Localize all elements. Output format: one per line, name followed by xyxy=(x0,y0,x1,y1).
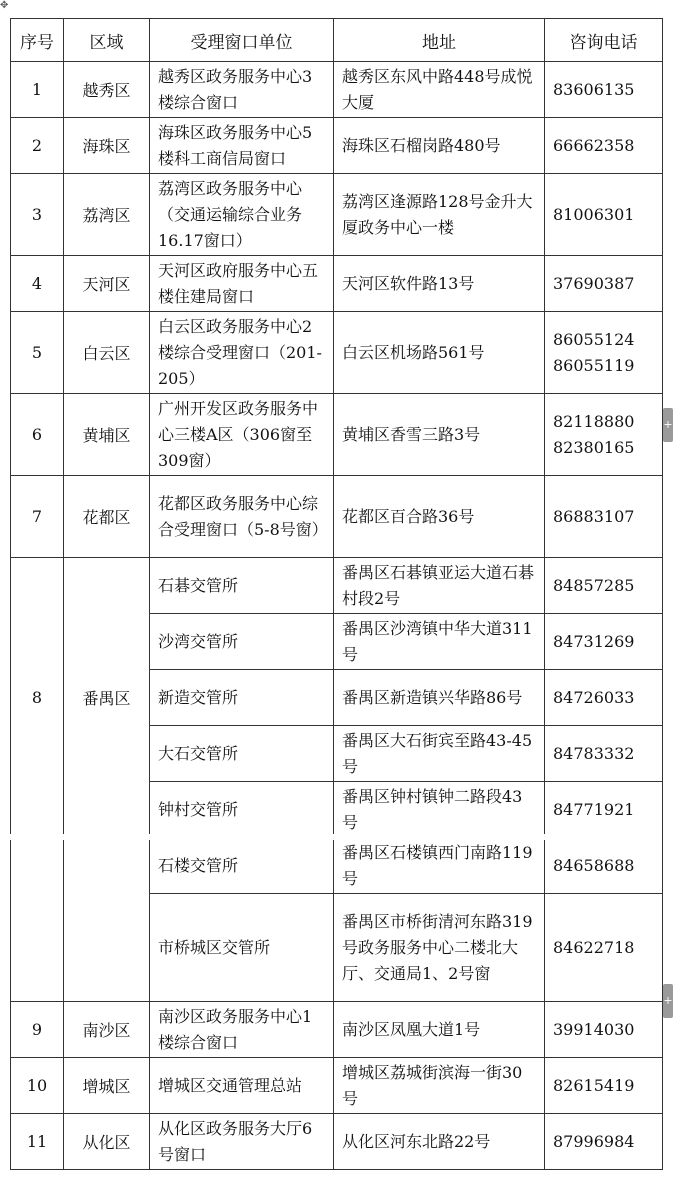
move-icon[interactable]: ✥ xyxy=(0,0,9,11)
row-address: 天河区软件路13号 xyxy=(334,256,545,312)
table-row xyxy=(11,62,663,118)
row-district: 南沙区 xyxy=(64,1002,150,1058)
table-row xyxy=(11,174,663,256)
row-unit: 市桥城区交管所 xyxy=(150,894,334,1002)
row-address: 番禺区大石街宾至路43-45号 xyxy=(334,726,545,782)
row-district: 荔湾区 xyxy=(64,174,150,256)
row-address: 越秀区东风中路448号成悦大厦 xyxy=(334,62,545,118)
row-district: 越秀区 xyxy=(64,62,150,118)
row-phone: 39914030 xyxy=(545,1002,663,1058)
table-header-row xyxy=(11,19,663,62)
row-no: 11 xyxy=(11,1114,64,1170)
row-no: 10 xyxy=(11,1058,64,1114)
row-no: 7 xyxy=(11,476,64,558)
table-row xyxy=(11,256,663,312)
row-address: 增城区荔城街滨海一街30号 xyxy=(334,1058,545,1114)
row-address: 番禺区石碁镇亚运大道石碁村段2号 xyxy=(334,558,545,614)
row-district: 花都区 xyxy=(64,476,150,558)
table-row xyxy=(11,476,663,558)
row-address: 番禺区新造镇兴华路86号 xyxy=(334,670,545,726)
row-phone: 84857285 xyxy=(545,558,663,614)
header-address: 地址 xyxy=(334,19,545,62)
phone-number: 86883107 xyxy=(553,506,635,526)
phone-number: 86055119 xyxy=(553,355,635,375)
row-phone: 87996984 xyxy=(545,1114,663,1170)
row-district: 白云区 xyxy=(64,312,150,394)
row-phone: 84726033 xyxy=(545,670,663,726)
row-no: 2 xyxy=(11,118,64,174)
row-unit: 从化区政务服务大厅6号窗口 xyxy=(150,1114,334,1170)
phone-number: 83606135 xyxy=(553,79,635,99)
phone-number: 86055124 xyxy=(553,329,635,349)
row-no: 3 xyxy=(11,174,64,256)
row-phone: 82615419 xyxy=(545,1058,663,1114)
row-unit: 广州开发区政务服务中心三楼A区（306窗至309窗） xyxy=(150,394,334,476)
row-unit: 白云区政务服务中心2楼综合受理窗口（201-205） xyxy=(150,312,334,394)
row-address: 花都区百合路36号 xyxy=(334,476,545,558)
row-unit: 石楼交管所 xyxy=(150,838,334,894)
row-address: 南沙区凤凰大道1号 xyxy=(334,1002,545,1058)
row-phone: 84771921 xyxy=(545,782,663,838)
row-no: 4 xyxy=(11,256,64,312)
row-unit: 南沙区政务服务中心1楼综合窗口 xyxy=(150,1002,334,1058)
row-district: 从化区 xyxy=(64,1114,150,1170)
phone-number: 81006301 xyxy=(553,204,635,224)
row-unit: 花都区政务服务中心综合受理窗口（5-8号窗） xyxy=(150,476,334,558)
row-district-empty xyxy=(64,838,150,1002)
row-district: 增城区 xyxy=(64,1058,150,1114)
row-phone xyxy=(545,62,663,118)
row-no: 1 xyxy=(11,62,64,118)
row-unit: 荔湾区政务服务中心（交通运输综合业务16.17窗口） xyxy=(150,174,334,256)
row-unit: 石碁交管所 xyxy=(150,558,334,614)
row-district: 番禺区 xyxy=(64,558,150,838)
row-phone xyxy=(545,394,663,476)
service-window-table xyxy=(10,18,663,1170)
row-no: 8 xyxy=(11,558,64,838)
header-district: 区域 xyxy=(64,19,150,62)
header-phone: 咨询电话 xyxy=(545,19,663,62)
table-row xyxy=(11,118,663,174)
table-row xyxy=(11,1058,663,1114)
add-row-icon[interactable]: + xyxy=(663,408,673,442)
page-break-gap xyxy=(10,834,662,840)
row-address: 黄埔区香雪三路3号 xyxy=(334,394,545,476)
row-phone: 84731269 xyxy=(545,614,663,670)
row-unit: 越秀区政务服务中心3楼综合窗口 xyxy=(150,62,334,118)
row-unit: 增城区交通管理总站 xyxy=(150,1058,334,1114)
row-phone: 84658688 xyxy=(545,838,663,894)
row-phone xyxy=(545,118,663,174)
table-row xyxy=(11,1114,663,1170)
header-unit: 受理窗口单位 xyxy=(150,19,334,62)
row-address: 从化区河东北路22号 xyxy=(334,1114,545,1170)
header-no: 序号 xyxy=(11,19,64,62)
row-no: 5 xyxy=(11,312,64,394)
phone-number: 82380165 xyxy=(553,437,635,457)
row-unit: 大石交管所 xyxy=(150,726,334,782)
row-phone xyxy=(545,174,663,256)
table-row xyxy=(11,394,663,476)
row-unit: 新造交管所 xyxy=(150,670,334,726)
row-district: 黄埔区 xyxy=(64,394,150,476)
table-row xyxy=(11,838,663,894)
row-no-empty xyxy=(11,838,64,1002)
row-unit: 钟村交管所 xyxy=(150,782,334,838)
table-row xyxy=(11,1002,663,1058)
row-address: 番禺区钟村镇钟二路段43号 xyxy=(334,782,545,838)
row-address: 番禺区石楼镇西门南路119号 xyxy=(334,838,545,894)
table-row xyxy=(11,558,663,614)
row-district: 天河区 xyxy=(64,256,150,312)
row-no: 6 xyxy=(11,394,64,476)
row-district: 海珠区 xyxy=(64,118,150,174)
row-phone: 84783332 xyxy=(545,726,663,782)
row-phone xyxy=(545,476,663,558)
row-address: 海珠区石榴岗路480号 xyxy=(334,118,545,174)
row-phone: 84622718 xyxy=(545,894,663,1002)
row-address: 番禺区沙湾镇中华大道311号 xyxy=(334,614,545,670)
row-address: 白云区机场路561号 xyxy=(334,312,545,394)
table-row xyxy=(11,312,663,394)
row-unit: 沙湾交管所 xyxy=(150,614,334,670)
phone-number: 66662358 xyxy=(553,135,635,155)
row-unit: 天河区政府服务中心五楼住建局窗口 xyxy=(150,256,334,312)
row-unit: 海珠区政务服务中心5楼科工商信局窗口 xyxy=(150,118,334,174)
row-no: 9 xyxy=(11,1002,64,1058)
row-address: 荔湾区逢源路128号金升大厦政务中心一楼 xyxy=(334,174,545,256)
row-address: 番禺区市桥街清河东路319号政务服务中心二楼北大厅、交通局1、2号窗 xyxy=(334,894,545,1002)
row-phone xyxy=(545,256,663,312)
phone-number: 37690387 xyxy=(553,273,635,293)
row-phone xyxy=(545,312,663,394)
phone-number: 82118880 xyxy=(553,411,635,431)
add-row-icon[interactable]: + xyxy=(663,984,673,1018)
